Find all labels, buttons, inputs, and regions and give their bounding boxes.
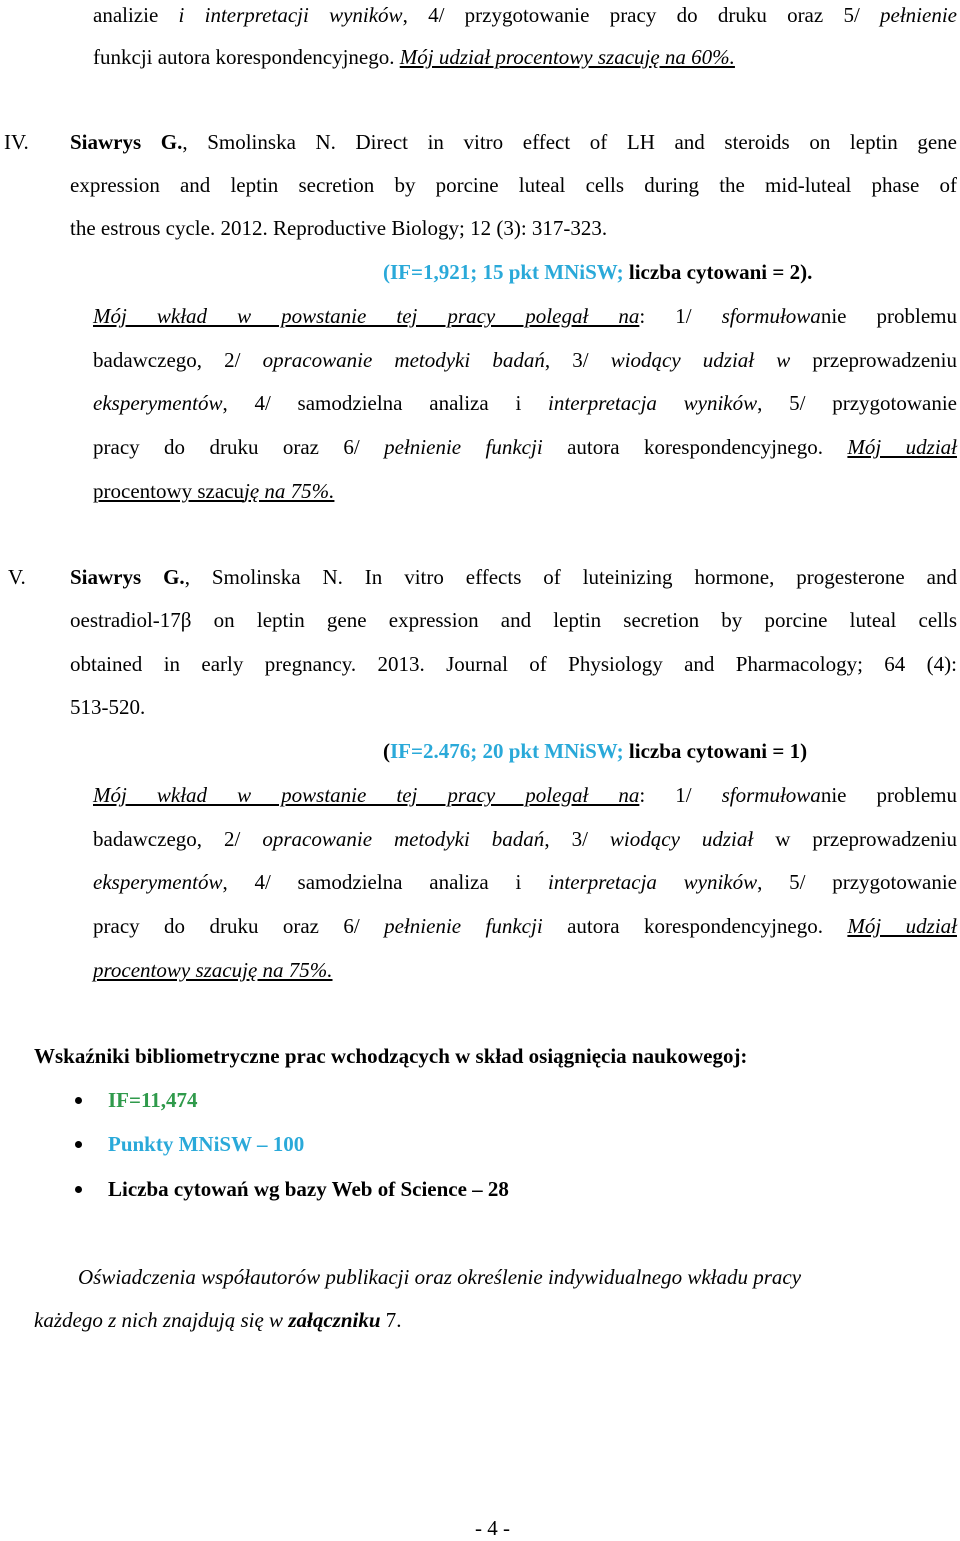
bibliometrics-item-mnisw: Punkty MNiSW – 100 bbox=[108, 1132, 305, 1156]
entry-iv-line-1: Siawrys G., Smolinska N. Direct in vitro effect of LH and steroids on leptin gene bbox=[70, 130, 957, 154]
entry-iv-contrib-3: eksperymentów, 4/ samodzielna analiza i interpretacja wyników, 5/ przygotowanie bbox=[93, 391, 958, 415]
entry-iv-line-3: the estrous cycle. 2012. Reproductive Biology; 12 (3): 317-323. bbox=[70, 216, 608, 240]
entry-iv-number: IV. bbox=[4, 130, 29, 154]
bullet-icon bbox=[75, 1141, 82, 1148]
entry-iv-line-2: expression and leptin secretion by porcine luteal cells during the mid-luteal phase of bbox=[70, 173, 957, 197]
entry-iv-contrib-5: procentowy szacuję na 75%. bbox=[93, 479, 335, 503]
bullet-icon bbox=[75, 1186, 82, 1193]
page-number: - 4 - bbox=[475, 1516, 510, 1540]
entry-iv-contrib-1: Mój wkład w powstanie tej pracy polegał na: 1/ sformułowanie problemu bbox=[93, 304, 958, 328]
entry-v-contrib-4: pracy do druku oraz 6/ pełnienie funkcji autora korespondencyjnego. Mój udział bbox=[93, 914, 957, 938]
statement-line-1: Oświadczenia współautorów publikacji oraz określenie indywidualnego wkładu pracy bbox=[78, 1265, 802, 1289]
bibliometrics-item-citations: Liczba cytowań wg bazy Web of Science – 28 bbox=[108, 1177, 509, 1201]
top-line-1: analizie i interpretacji wyników, 4/ przygotowanie pracy do druku oraz 5/ pełnienie bbox=[93, 3, 957, 27]
bullet-icon bbox=[75, 1097, 82, 1104]
entry-iv-contrib-4: pracy do druku oraz 6/ pełnienie funkcji autora korespondencyjnego. Mój udział bbox=[93, 435, 957, 459]
entry-v-line-4: 513-520. bbox=[70, 695, 146, 719]
top-line-2: funkcji autora korespondencyjnego. Mój udział procentowy szacuję na 60%. bbox=[93, 45, 735, 69]
entry-v-contrib-2: badawczego, 2/ opracowanie metodyki badań, 3/ wiodący udział w przeprowadzeniu bbox=[93, 827, 957, 851]
entry-v-contrib-3: eksperymentów, 4/ samodzielna analiza i interpretacja wyników, 5/ przygotowanie bbox=[93, 870, 958, 894]
entry-v-line-2: oestradiol-17β on leptin gene expression and leptin secretion by porcine luteal cells bbox=[70, 608, 957, 632]
entry-v-line-3: obtained in early pregnancy. 2013. Journal of Physiology and Pharmacology; 64 (4): bbox=[70, 652, 957, 676]
entry-iv-metrics: (IF=1,921; 15 pkt MNiSW; liczba cytowani = 2). bbox=[383, 260, 813, 284]
entry-iv-contrib-2: badawczego, 2/ opracowanie metodyki badań, 3/ wiodący udział w przeprowadzeniu bbox=[93, 348, 958, 372]
entry-v-contrib-5: procentowy szacuję na 75%. bbox=[93, 958, 333, 982]
bibliometrics-heading: Wskaźniki bibliometryczne prac wchodzących w skład osiągnięcia naukowegoj: bbox=[34, 1044, 748, 1068]
statement-line-2: każdego z nich znajdują się w załączniku 7. bbox=[34, 1308, 402, 1332]
entry-v-number: V. bbox=[8, 565, 26, 589]
bibliometrics-item-if: IF=11,474 bbox=[108, 1088, 198, 1112]
entry-v-line-1: Siawrys G., Smolinska N. In vitro effects of luteinizing hormone, progesterone and bbox=[70, 565, 957, 589]
entry-v-contrib-1: Mój wkład w powstanie tej pracy polegał na: 1/ sformułowanie problemu bbox=[93, 783, 958, 807]
entry-v-metrics: (IF=2.476; 20 pkt MNiSW; liczba cytowani = 1) bbox=[383, 739, 808, 763]
